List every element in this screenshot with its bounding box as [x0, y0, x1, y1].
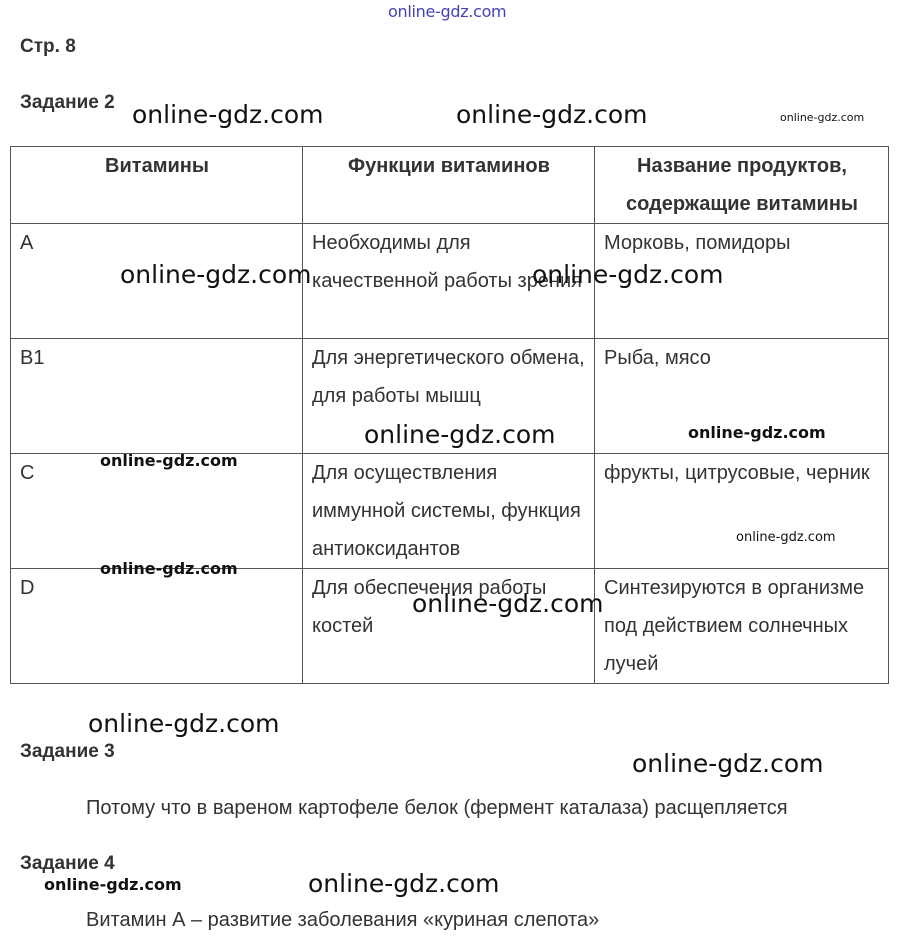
products-cell: Рыба, мясо — [595, 339, 889, 454]
task-4-heading: Задание 4 — [20, 853, 115, 874]
column-header-functions: Функции витаминов — [303, 147, 595, 224]
watermark: online-gdz.com — [456, 100, 648, 129]
watermark: online-gdz.com — [120, 260, 312, 289]
function-cell: Для осуществления иммунной системы, функция антиоксидантов — [303, 454, 595, 569]
products-cell: фрукты, цитрусовые, черник — [595, 454, 889, 569]
vitamin-cell: B1 — [11, 339, 303, 454]
vitamin-cell: A — [11, 224, 303, 339]
function-cell: Необходимы для качественной работы зрения — [303, 224, 595, 339]
page-label: Стр. 8 — [20, 36, 76, 57]
watermark: online-gdz.com — [736, 530, 836, 545]
products-cell: Синтезируются в организме под действием солнечных лучей — [595, 569, 889, 684]
watermark: online-gdz.com — [412, 589, 604, 618]
vitamin-cell: C — [11, 454, 303, 569]
watermark: online-gdz.com — [780, 111, 865, 124]
column-header-vitamins: Витамины — [11, 147, 303, 224]
watermark: online-gdz.com — [632, 749, 824, 778]
function-cell: Для обеспечения работы костей — [303, 569, 595, 684]
column-header-products: Название продуктов, содержащие витамины — [595, 147, 889, 224]
table-row — [11, 454, 889, 569]
task-2-heading: Задание 2 — [20, 92, 115, 113]
watermark: online-gdz.com — [132, 100, 324, 129]
watermark: online-gdz.com — [88, 709, 280, 738]
watermark: online-gdz.com — [44, 875, 182, 894]
watermark: online-gdz.com — [308, 869, 500, 898]
task-4-answer: Витамин А – развитие заболевания «куриная слепота» — [86, 909, 600, 931]
task-3-heading: Задание 3 — [20, 741, 115, 762]
function-cell: Для энергетического обмена, для работы мышц — [303, 339, 595, 454]
table-header-row — [11, 147, 889, 224]
vitamin-cell: D — [11, 569, 303, 684]
task-3-answer: Потому что в вареном картофеле белок (фермент каталаза) расщепляется — [86, 797, 788, 819]
header-watermark: online-gdz.com — [388, 2, 507, 21]
table-row — [11, 569, 889, 684]
watermark: online-gdz.com — [532, 260, 724, 289]
products-cell: Морковь, помидоры — [595, 224, 889, 339]
watermark: online-gdz.com — [364, 420, 556, 449]
watermark: online-gdz.com — [100, 559, 238, 578]
watermark: online-gdz.com — [100, 451, 238, 470]
watermark: online-gdz.com — [688, 423, 826, 442]
